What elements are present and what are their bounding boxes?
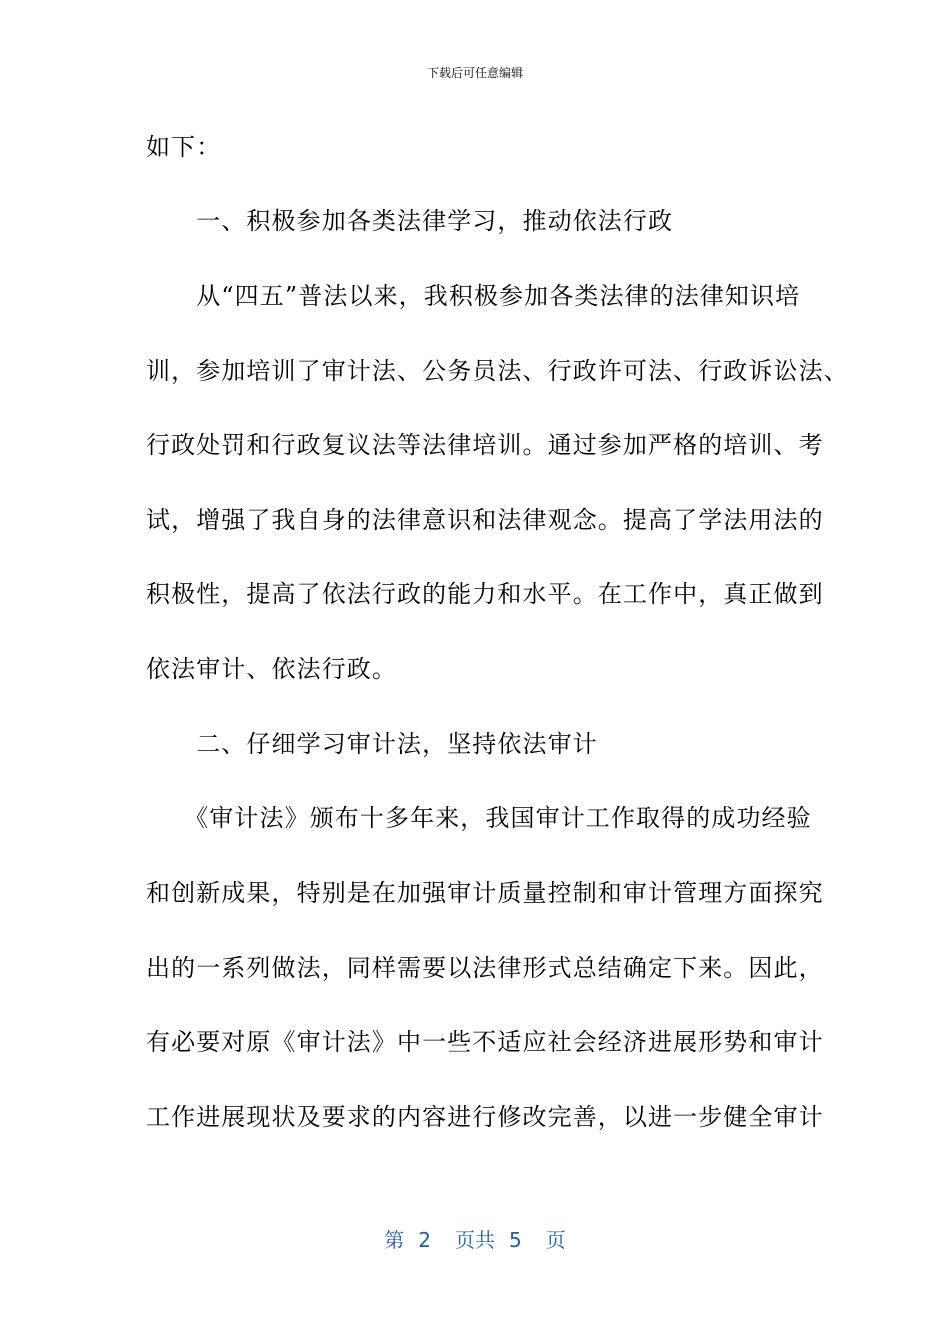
footer-page-prefix: 第 bbox=[384, 1228, 405, 1252]
footer-total-pages: 5 bbox=[509, 1228, 522, 1252]
footer-page-number: 2 bbox=[418, 1228, 431, 1252]
text-line: 试，增强了我自身的法律意识和法律观念。提高了学法用法的 bbox=[146, 506, 824, 534]
page-footer bbox=[0, 1224, 950, 1253]
text-line: 依法审计、依法行政。 bbox=[146, 655, 397, 683]
text-line: 训，参加培训了审计法、公务员法、行政许可法、行政诉讼法、 bbox=[146, 357, 849, 385]
text-line: 从“四五”普法以来，我积极参加各类法律的法律知识培 bbox=[146, 282, 801, 310]
section-heading: 一、积极参加各类法律学习，推动依法行政 bbox=[146, 207, 674, 235]
text-line: 工作进展现状及要求的内容进行修改完善，以进一步健全审计 bbox=[146, 1103, 824, 1131]
footer-page-mid: 页共 bbox=[455, 1228, 495, 1252]
text-line: 有必要对原《审计法》中一些不适应社会经济进展形势和审计 bbox=[146, 1028, 824, 1056]
text-line: 出的一系列做法，同样需要以法律形式总结确定下来。因此， bbox=[146, 954, 824, 982]
text-line: 行政处罚和行政复议法等法律培训。通过参加严格的培训、考 bbox=[146, 431, 824, 459]
text-line: 积极性，提高了依法行政的能力和水平。在工作中，真正做到 bbox=[146, 580, 824, 608]
page-header-note: 下载后可任意编辑 bbox=[426, 66, 523, 80]
footer-page-suffix: 页 bbox=[545, 1228, 566, 1252]
section-heading: 二、仔细学习审计法，坚持依法审计 bbox=[146, 730, 598, 758]
text-line: 《审计法》颁布十多年来，我国审计工作取得的成功经验 bbox=[146, 804, 812, 832]
text-line: 如下： bbox=[146, 133, 222, 161]
text-line: 和创新成果，特别是在加强审计质量控制和审计管理方面探究 bbox=[146, 879, 824, 907]
